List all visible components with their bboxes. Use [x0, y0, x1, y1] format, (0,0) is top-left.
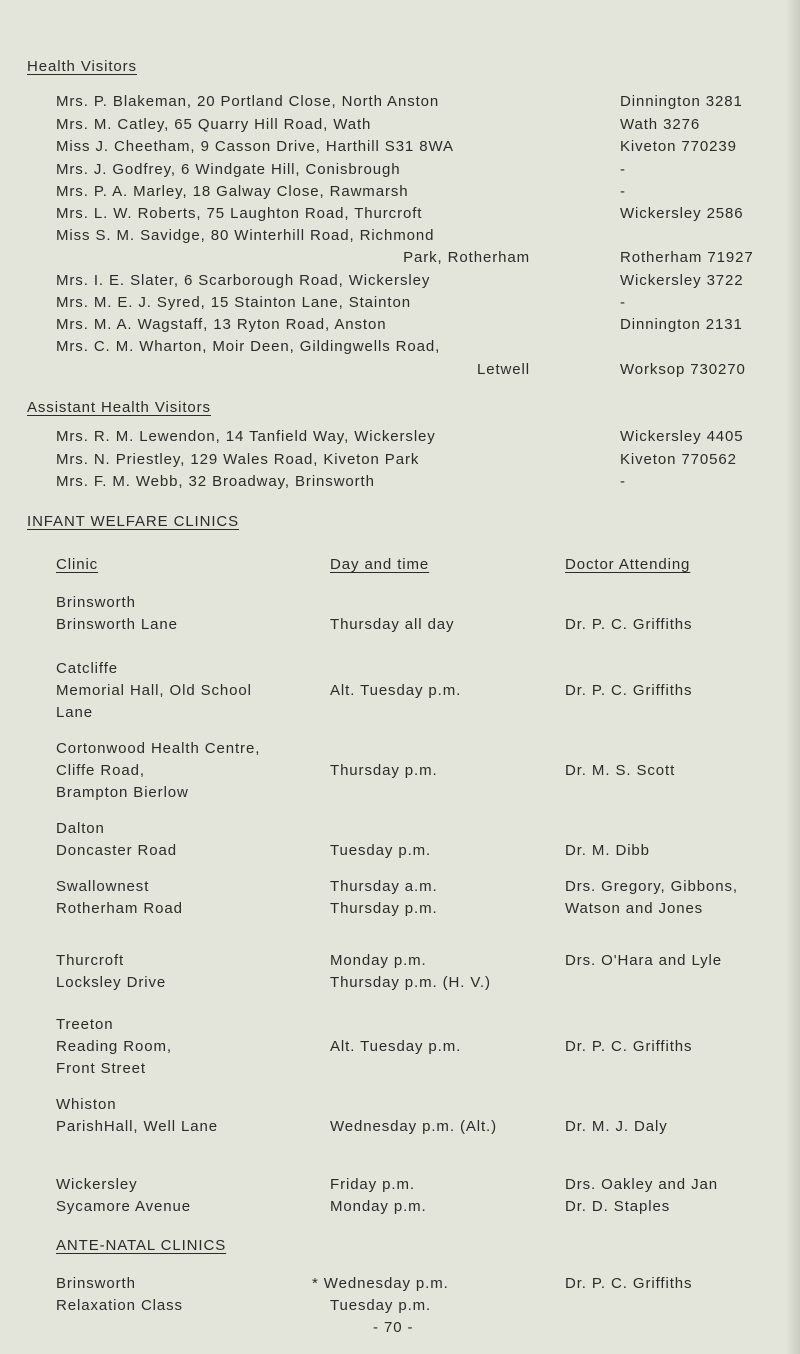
clinic-name-line: Relaxation Class	[56, 1297, 183, 1314]
clinic-name-line: Reading Room,	[56, 1038, 172, 1055]
clinic-day-time: Tuesday p.m.	[330, 842, 432, 859]
clinic-day-time: * Wednesday p.m.	[312, 1275, 449, 1292]
visitor-phone: -	[620, 294, 626, 311]
clinic-name-line: Brinsworth	[56, 1275, 136, 1292]
clinic-name-line: Front Street	[56, 1060, 146, 1077]
visitor-phone: -	[620, 183, 626, 200]
clinic-name-line: ParishHall, Well Lane	[56, 1118, 219, 1135]
clinic-name-line: Swallownest	[56, 878, 150, 895]
column-header-doctor: Doctor Attending	[565, 556, 691, 573]
assistant-visitor-entry: Mrs. R. M. Lewendon, 14 Tanfield Way, Wickersley	[56, 428, 436, 445]
visitor-entry: Mrs. L. W. Roberts, 75 Laughton Road, Thurcroft	[56, 205, 423, 222]
column-header-day-time: Day and time	[330, 556, 430, 573]
clinic-day-time: Thursday a.m.	[330, 878, 438, 895]
clinic-name-line: Brampton Bierlow	[56, 784, 189, 801]
clinic-day-time: Monday p.m.	[330, 1198, 427, 1215]
visitor-entry: Mrs. P. Blakeman, 20 Portland Close, North Anston	[56, 93, 440, 110]
clinic-name-line: Dalton	[56, 820, 105, 837]
clinic-day-time: Thursday p.m.	[330, 900, 438, 917]
visitor-phone: Worksop 730270	[620, 361, 746, 378]
health-visitors-heading: Health Visitors	[27, 58, 137, 75]
visitor-entry: Miss J. Cheetham, 9 Casson Drive, Harthill S31 8WA	[56, 138, 454, 155]
clinic-doctor: Dr. D. Staples	[565, 1198, 671, 1215]
visitor-phone: Wickersley 3722	[620, 272, 744, 289]
visitor-phone: Wickersley 2586	[620, 205, 744, 222]
assistant-visitor-phone: -	[620, 473, 626, 490]
clinic-doctor: Dr. P. C. Griffiths	[565, 1275, 693, 1292]
assistant-visitor-entry: Mrs. N. Priestley, 129 Wales Road, Kiveton Park	[56, 451, 420, 468]
visitor-phone: Dinnington 2131	[620, 316, 743, 333]
visitor-entry: Mrs. J. Godfrey, 6 Windgate Hill, Conisbrough	[56, 161, 401, 178]
page-edge-shadow	[786, 0, 800, 1354]
visitor-entry: Mrs. M. Catley, 65 Quarry Hill Road, Wath	[56, 116, 372, 133]
assistant-health-visitors-heading: Assistant Health Visitors	[27, 399, 211, 416]
clinic-doctor: Drs. O'Hara and Lyle	[565, 952, 723, 969]
visitor-address-continuation: Park, Rotherham	[403, 249, 530, 266]
visitor-phone: Dinnington 3281	[620, 93, 743, 110]
visitor-phone: Kiveton 770239	[620, 138, 737, 155]
assistant-visitor-entry: Mrs. F. M. Webb, 32 Broadway, Brinsworth	[56, 473, 375, 490]
clinic-day-time: Alt. Tuesday p.m.	[330, 682, 462, 699]
clinic-doctor: Dr. P. C. Griffiths	[565, 1038, 693, 1055]
clinic-name-line: Cortonwood Health Centre,	[56, 740, 261, 757]
clinic-name-line: Rotherham Road	[56, 900, 183, 917]
visitor-phone: Wath 3276	[620, 116, 701, 133]
clinic-name-line: Brinsworth Lane	[56, 616, 178, 633]
clinic-name-line: Cliffe Road,	[56, 762, 145, 779]
clinic-day-time: Alt. Tuesday p.m.	[330, 1038, 462, 1055]
visitor-address-continuation: Letwell	[477, 361, 530, 378]
clinic-day-time: Thursday p.m. (H. V.)	[330, 974, 491, 991]
visitor-entry: Mrs. I. E. Slater, 6 Scarborough Road, Wickersley	[56, 272, 431, 289]
visitor-entry: Mrs. P. A. Marley, 18 Galway Close, Rawmarsh	[56, 183, 409, 200]
clinic-name-line: Brinsworth	[56, 594, 136, 611]
clinic-name-line: Wickersley	[56, 1176, 138, 1193]
clinic-doctor: Dr. P. C. Griffiths	[565, 682, 693, 699]
clinic-doctor: Dr. M. J. Daly	[565, 1118, 668, 1135]
page-number: - 70 -	[373, 1319, 414, 1336]
clinic-day-time: Thursday p.m.	[330, 762, 438, 779]
clinic-name-line: Sycamore Avenue	[56, 1198, 191, 1215]
clinic-name-line: Locksley Drive	[56, 974, 167, 991]
clinic-name-line: Whiston	[56, 1096, 117, 1113]
ante-natal-clinics-heading: ANTE-NATAL CLINICS	[56, 1237, 227, 1254]
clinic-day-time: Wednesday p.m. (Alt.)	[330, 1118, 498, 1135]
visitor-phone: -	[620, 161, 626, 178]
infant-welfare-clinics-heading: INFANT WELFARE CLINICS	[27, 513, 240, 530]
visitor-entry: Mrs. C. M. Wharton, Moir Deen, Gildingwells Road,	[56, 338, 441, 355]
clinic-name-line: Treeton	[56, 1016, 114, 1033]
assistant-visitor-phone: Kiveton 770562	[620, 451, 737, 468]
visitor-entry: Mrs. M. A. Wagstaff, 13 Ryton Road, Anston	[56, 316, 387, 333]
clinic-doctor: Drs. Gregory, Gibbons,	[565, 878, 738, 895]
clinic-name-line: Lane	[56, 704, 93, 721]
clinic-doctor: Dr. P. C. Griffiths	[565, 616, 693, 633]
clinic-name-line: Thurcroft	[56, 952, 125, 969]
clinic-day-time: Monday p.m.	[330, 952, 427, 969]
clinic-doctor: Drs. Oakley and Jan	[565, 1176, 718, 1193]
clinic-name-line: Catcliffe	[56, 660, 119, 677]
column-header-clinic: Clinic	[56, 556, 99, 573]
assistant-visitor-phone: Wickersley 4405	[620, 428, 744, 445]
visitor-phone: Rotherham 71927	[620, 249, 754, 266]
clinic-name-line: Memorial Hall, Old School	[56, 682, 252, 699]
clinic-doctor: Dr. M. S. Scott	[565, 762, 676, 779]
clinic-day-time: Thursday all day	[330, 616, 455, 633]
clinic-name-line: Doncaster Road	[56, 842, 177, 859]
clinic-day-time: Friday p.m.	[330, 1176, 415, 1193]
clinic-day-time: Tuesday p.m.	[330, 1297, 432, 1314]
visitor-entry: Miss S. M. Savidge, 80 Winterhill Road, Richmond	[56, 227, 435, 244]
clinic-doctor: Watson and Jones	[565, 900, 704, 917]
visitor-entry: Mrs. M. E. J. Syred, 15 Stainton Lane, Stainton	[56, 294, 411, 311]
clinic-doctor: Dr. M. Dibb	[565, 842, 650, 859]
